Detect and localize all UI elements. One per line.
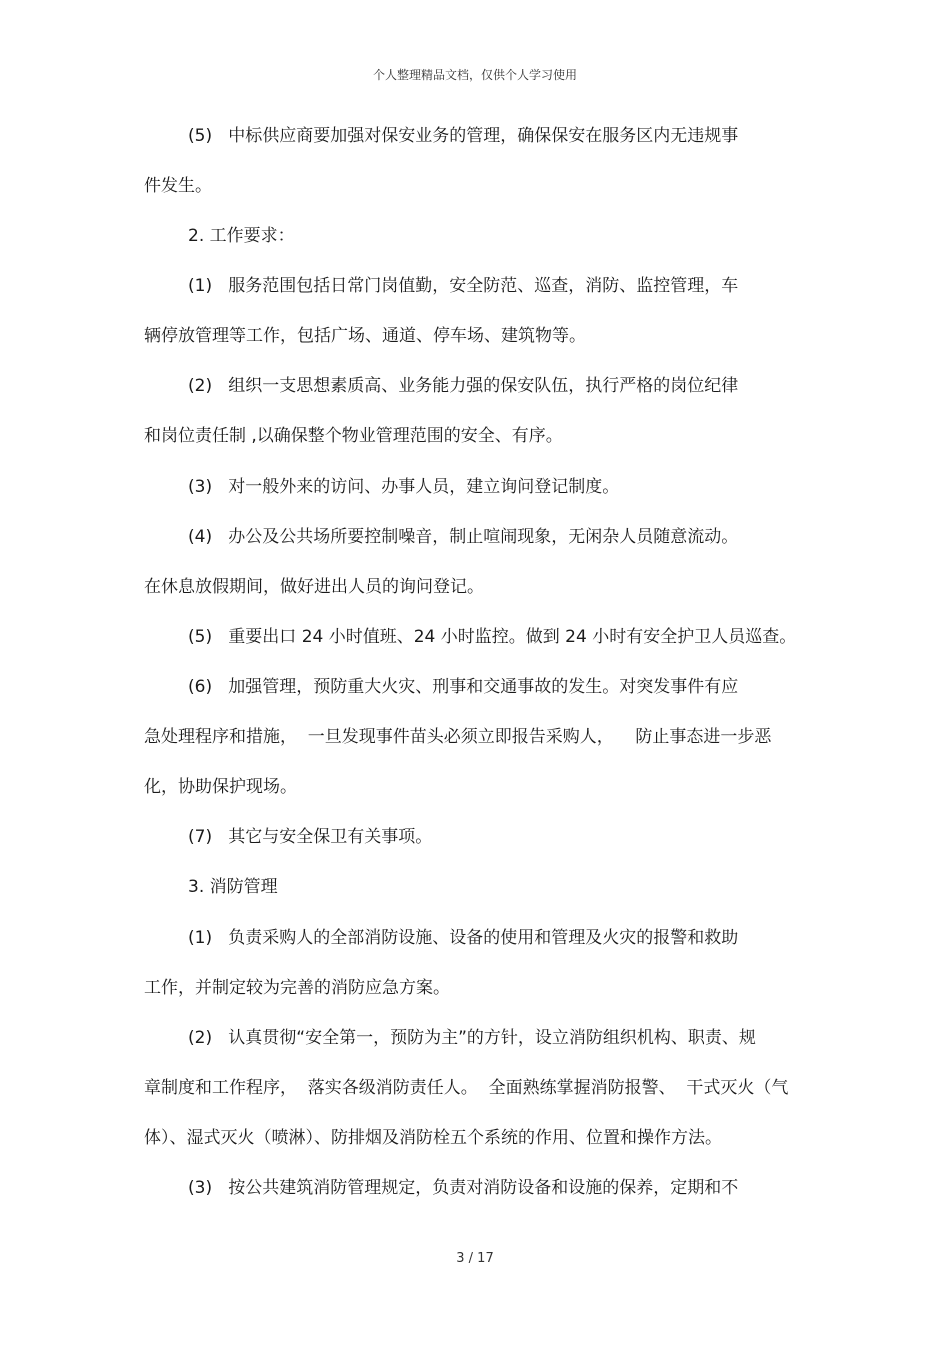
text-line: (4) 办公及公共场所要控制噪音，制止喧闹现象，无闲杂人员随意流动。: [188, 527, 739, 547]
text-line: (5) 重要出口 24 小时值班、24 小时监控。做到 24 小时有安全护卫人员巡查。: [188, 627, 797, 647]
text-line: 辆停放管理等工作，包括广场、通道、停车场、建筑物等。: [144, 326, 586, 346]
text-line: 在休息放假期间，做好进出人员的询问登记。: [144, 577, 484, 597]
text-line: (1) 服务范围包括日常门岗值勤，安全防范、巡查，消防、监控管理，车: [188, 276, 739, 296]
text-line: (2) 组织一支思想素质高、业务能力强的保安队伍，执行严格的岗位纪律: [188, 376, 739, 396]
text-line: 章制度和工作程序， 落实各级消防责任人。 全面熟练掌握消防报警、 干式灭火（气: [144, 1078, 789, 1098]
text-line: (3) 对一般外来的访问、办事人员，建立询问登记制度。: [188, 477, 620, 497]
text-line: (5) 中标供应商要加强对保安业务的管理，确保保安在服务区内无违规事: [188, 126, 739, 146]
text-line: (2) 认真贯彻“安全第一，预防为主”的方针，设立消防组织机构、职责、规: [188, 1028, 756, 1048]
text-line: 工作，并制定较为完善的消防应急方案。: [144, 978, 450, 998]
page-header: 个人整理精品文档，仅供个人学习使用: [372, 68, 577, 82]
text-line: (3) 按公共建筑消防管理规定，负责对消防设备和设施的保养，定期和不: [188, 1178, 739, 1198]
text-line: 急处理程序和措施， 一旦发现事件苗头必须立即报告采购人， 防止事态进一步恶: [144, 727, 772, 747]
section-heading: 3. 消防管理: [188, 877, 278, 897]
page-number: 3 / 17: [456, 1251, 494, 1266]
text-line: (1) 负责采购人的全部消防设施、设备的使用和管理及火灾的报警和救助: [188, 928, 739, 948]
text-line: (7) 其它与安全保卫有关事项。: [188, 827, 433, 847]
section-heading: 2. 工作要求：: [188, 226, 295, 246]
text-line: 化，协助保护现场。: [144, 777, 297, 797]
text-line: 和岗位责任制 ,以确保整个物业管理范围的安全、有序。: [144, 426, 563, 446]
text-line: 件发生。: [144, 176, 212, 196]
text-line: 体）、湿式灭火（喷淋）、防排烟及消防栓五个系统的作用、位置和操作方法。: [144, 1128, 722, 1148]
text-line: (6) 加强管理，预防重大火灾、刑事和交通事故的发生。对突发事件有应: [188, 677, 739, 697]
